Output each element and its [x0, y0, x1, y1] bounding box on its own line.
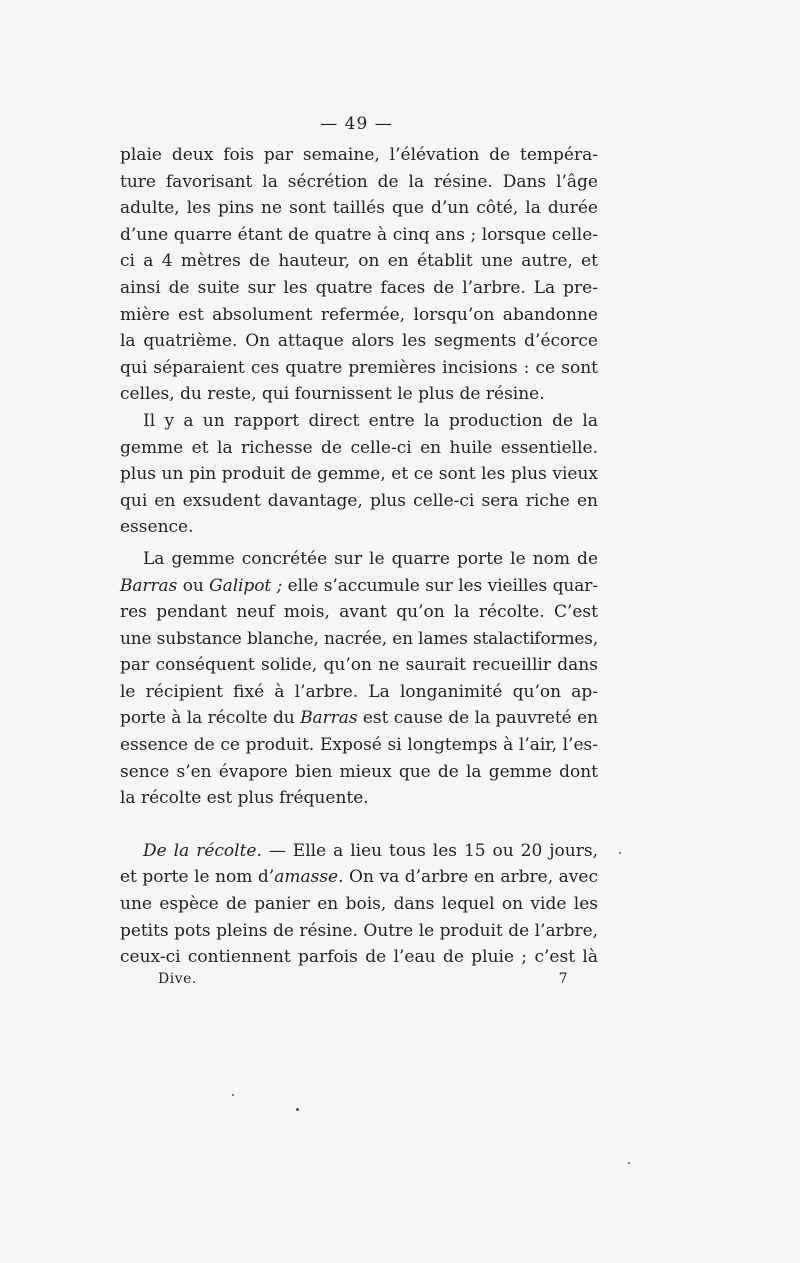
paragraph-3 [120, 546, 598, 812]
italic-term: Barras [120, 575, 178, 596]
text-line: celles, du reste, qui fournissent le plus de résine. [120, 384, 545, 405]
paragraph-4 [120, 838, 598, 971]
text-line: Il y a un rapport direct entre la production de la [143, 410, 598, 431]
text-line [120, 864, 598, 891]
paper-speck [296, 1108, 299, 1111]
text-line: par conséquent solide, qu’on ne saurait recueillir dans [120, 655, 598, 676]
text-line: adulte, les pins ne sont taillés que d’un côté, la durée [120, 198, 598, 219]
sheet-number: 7 [558, 971, 568, 987]
italic-term: amasse. [274, 867, 344, 888]
text-line: la quatrième. On attaque alors les segments d’écorce [120, 331, 598, 352]
text-line: la récolte est plus fréquente. [120, 788, 369, 809]
italic-term: Barras [300, 708, 358, 729]
text-line [120, 838, 598, 865]
body-text [120, 142, 598, 971]
paper-speck [232, 1094, 234, 1096]
page-number: — 49 — [320, 114, 393, 134]
text-line: ci a 4 mètres de hauteur, on en établit une autre, et [120, 251, 598, 272]
text-line [120, 573, 598, 600]
text-line: le récipient fixé à l’arbre. La longanimité qu’on ap- [120, 681, 598, 702]
text-line: plaie deux fois par semaine, l’élévation de tempéra- [120, 145, 598, 165]
text-line: sence s’en évapore bien mieux que de la gemme dont [120, 761, 598, 782]
paper-speck [619, 852, 621, 854]
text-line: mière est absolument refermée, lorsqu’on abandonne [120, 304, 598, 325]
text-line: ture favorisant la sécrétion de la résine. Dans l’âge [120, 171, 598, 192]
text-line: petits pots pleins de résine. Outre le produit de l’arbre, [120, 920, 598, 941]
text-line: qui en exsudent davantage, plus celle-ci sera riche en [120, 490, 598, 511]
text-run: elle s’accumule sur les vieilles quar- [282, 575, 598, 596]
text-line: essence de ce produit. Exposé si longtemps à l’air, l’es- [120, 735, 598, 756]
text-line [120, 705, 598, 732]
text-run: On va d’arbre en arbre, avec [343, 867, 598, 888]
section-heading: De la récolte. [143, 840, 262, 861]
text-line: ceux-ci contiennent parfois de l’eau de pluie ; c’est là [120, 947, 598, 968]
text-line: essence. [120, 517, 194, 538]
text-line: qui séparaient ces quatre premières incisions : ce sont [120, 357, 598, 378]
text-line: res pendant neuf mois, avant qu’on la récolte. C’est [120, 602, 598, 623]
italic-term: Galipot ; [209, 575, 283, 596]
text-line: une espèce de panier en bois, dans lequel on vide les [120, 894, 598, 915]
text-line: gemme et la richesse de celle-ci en huile essentielle. [120, 437, 598, 458]
text-run: porte à la récolte du [120, 708, 301, 729]
text-line: plus un pin produit de gemme, et ce sont les plus vieux [120, 464, 598, 485]
paragraph-1 [120, 142, 598, 408]
text-run: ou [177, 575, 210, 596]
text-run: — Elle a lieu tous les 15 ou 20 jours, [261, 840, 598, 861]
text-run: et porte le nom d’ [120, 867, 275, 888]
text-line: d’une quarre étant de quatre à cinq ans ; lorsque celle- [120, 224, 598, 245]
text-line: ainsi de suite sur les quatre faces de l’arbre. La pre- [120, 277, 598, 298]
signature-mark: Dive. [158, 971, 197, 987]
paper-speck [628, 1162, 630, 1164]
text-line: une substance blanche, nacrée, en lames stalactiformes, [120, 628, 598, 649]
paragraph-2 [120, 408, 598, 541]
text-run: est cause de la pauvreté en [357, 708, 598, 729]
text-line: La gemme concrétée sur le quarre porte le nom de [143, 548, 598, 569]
